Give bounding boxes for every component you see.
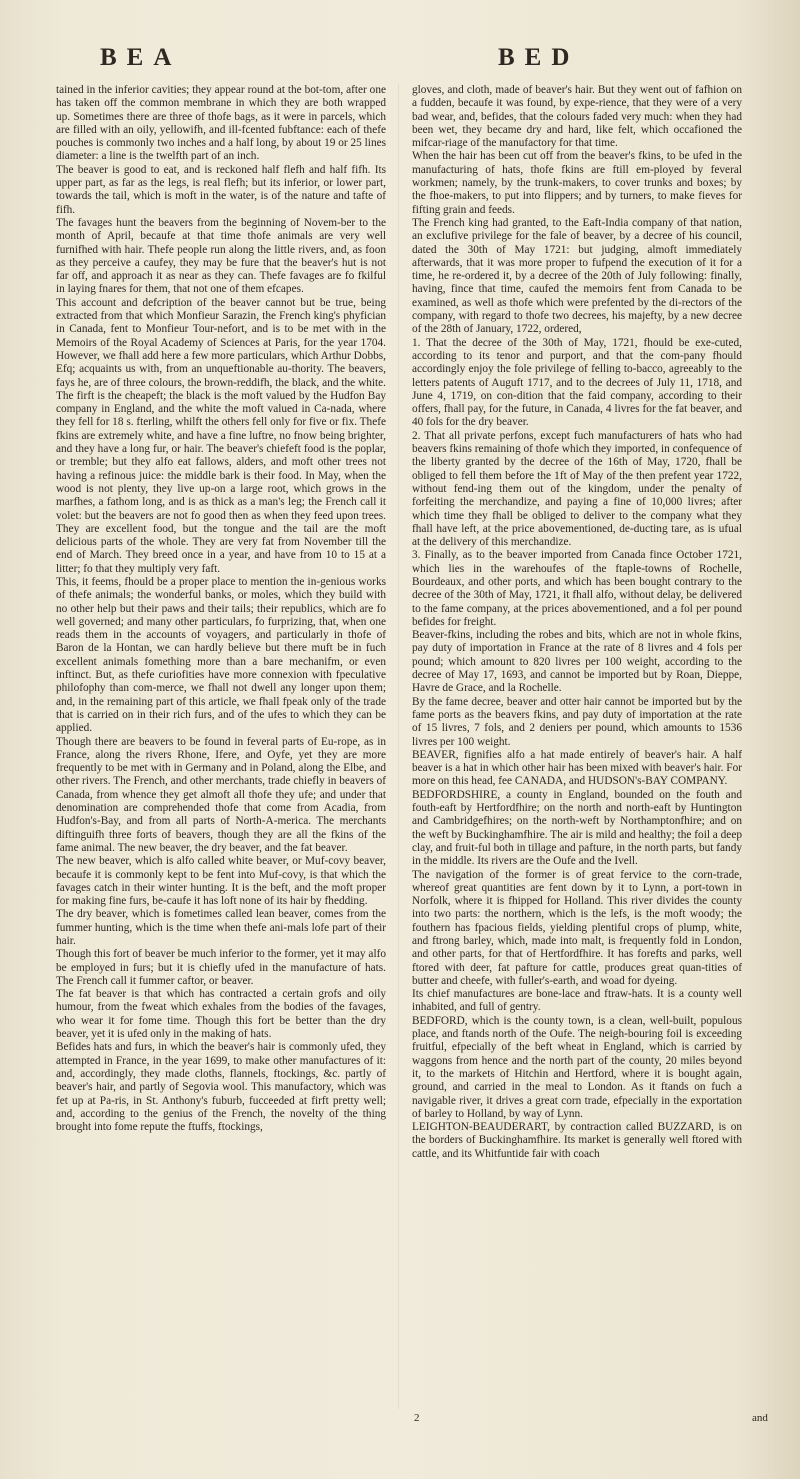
left-column bbox=[56, 84, 386, 1134]
paragraph: gloves, and cloth, made of beaver's hair. But they went out of fafhion on a fudden, becaufe it was found, by expe-rience, that they were of a very bad wear, and, befides, that the colours faded very much: when they had been wet, they became dry and hard, like felt, which occafioned the mifcar-riage of the manufactory for that time. bbox=[412, 84, 742, 150]
paragraph: 1. That the decree of the 30th of May, 1721, fhould be exe-cuted, according to its tenor and purport, and that the com-pany fhould accordingly enjoy the fole privilege of felling to-bacco, agreeably to the letters patents of Auguft 1717, and to the decrees of July 11, 1718, and June 4, 1719, on con-dition that the faid company, according to their offers, fhall pay, for the future, in Canada, 4 livres for the fat beaver, and 40 fols for the dry beaver. bbox=[412, 336, 742, 429]
paragraph: By the fame decree, beaver and otter hair cannot be imported but by the fame ports as the beavers fkins, and pay duty of importation at the rate of 15 livres, 7 fols, and 2 deniers per pound, which amounts to 1536 livres per 100 weight. bbox=[412, 695, 742, 748]
paragraph: Though there are beavers to be found in feveral parts of Eu-rope, as in France, along the rivers Rhone, Ifere, and Oyfe, yet they are more frequently to be met with in Germany and in Poland, along the Elbe, and other rivers. The French, and other merchants, trade chiefly in beavers of Canada, from whence they get almoft all thofe they ufe; and under that denomination are comprehended thofe that come from Acadia, from Hudfon's-Bay, and from all parts of North-A-merica. The merchants diftinguifh three forts of beavers, though they are all the fkins of the fame animal. The new beaver, the dry beaver, and the fat beaver. bbox=[56, 735, 386, 854]
paragraph: 3. Finally, as to the beaver imported from Canada fince October 1721, which lies in the warehoufes of the ftaple-towns of Rochelle, Bourdeaux, and other ports, and which has been bought contrary to the decree of the 30th of May, 1721, it fhall alfo, without delay, be delivered to the fame company, at the prices abovementioned, and a fol per pound befides for freight. bbox=[412, 549, 742, 628]
catchword: and bbox=[752, 1412, 768, 1424]
paragraph: When the hair has been cut off from the beaver's fkins, to be ufed in the manufacturing of hats, thofe fkins are ftill em-ployed by feveral workmen; namely, by the trunk-makers, to cover trunks and boxes; by the fhoe-makers, to put into flippers; and by turners, to make fieves for fifting grain and feeds. bbox=[412, 150, 742, 216]
paragraph: LEIGHTON-BEAUDERART, by contraction called BUZZARD, is on the borders of Buckinghamfhire. Its market is generally well ftored with cattle, and its Whitfuntide fair with coach bbox=[412, 1121, 742, 1160]
paragraph: Beaver-fkins, including the robes and bits, which are not in whole fkins, pay duty of importation in France at the rate of 8 livres and 4 fols per pound; which amount to 820 livres per 100 weight, according to the decree of May 17, 1693, and cannot be imported but by Roan, Dieppe, Havre de Grace, and la Rochelle. bbox=[412, 629, 742, 695]
paragraph: BEDFORD, which is the county town, is a clean, well-built, populous place, and ftands north of the Oufe. The neigh-bouring foil is exceeding fruitful, efpecially of the beft wheat in England, which is carried by waggons from hence and the north part of the county, 20 miles beyond it, to the markets of Hitchin and Hertford, where it is bought again, ground, and carried in the meal to London. As it ftands on fuch a navigable river, it drives a great corn trade, efpecially in the exportation of barley to Holland, by way of Lynn. bbox=[412, 1014, 742, 1120]
paragraph: The dry beaver, which is fometimes called lean beaver, comes from the fummer hunting, which is the time when thefe ani-mals lofe part of their hair. bbox=[56, 908, 386, 947]
running-head bbox=[0, 44, 800, 74]
right-column bbox=[412, 84, 742, 1161]
paragraph: BEDFORDSHIRE, a county in England, bounded on the fouth and fouth-eaft by Hertfordfhire; on the north and north-eaft by Huntington and Cambridgefhires; on the north-weft by Northamptonfhire; and on the weft by Buckinghamfhire. The air is mild and healthy; the foil a deep clay, and fruit-ful both in tillage and pafture, in the north parts, but fandy in the middle. Its rivers are the Oufe and the Ivell. bbox=[412, 788, 742, 868]
paragraph: 2. That all private perfons, except fuch manufacturers of hats who had beavers fkins remaining of thofe which they imported, in confequence of the liberty granted by the decree of the 16th of May, 1720, fhall be obliged to fell them before the 1ft of May of the then prefent year 1722, without fend-ing them out of the kingdom, under the penalty of forfeiting the merchandize, and paying a fine of 10,000 livres; after which time they fhall be obliged to deliver to the company what they fhall have left, at the price abovementioned, de-ducting tare, as is ufual at the delivery of this merchandize. bbox=[412, 429, 742, 549]
running-head-left: BEA bbox=[100, 44, 182, 71]
paragraph: The fat beaver is that which has contracted a certain grofs and oily humour, from the fweat which exhales from the bodies of the favages, who wear it for fome time. Though this fort be better than the dry beaver, yet it is ufed only in the making of hats. bbox=[56, 988, 386, 1041]
column-gutter bbox=[398, 84, 399, 1409]
paragraph: Its chief manufactures are bone-lace and ftraw-hats. It is a county well inhabited, and full of gentry. bbox=[412, 988, 742, 1014]
paragraph: The French king had granted, to the Eaft-India company of that nation, an exclufive privilege for the fale of beaver, by a decree of his council, dated the 30th of May 1721: but judging, almoft immediately afterwards, that it was more proper to fufpend the execution of it for a time, he re-ordered it, by a decree of the 20th of July following: finally, having, fince that time, caufed the memoirs fent from Canada to be examined, as well as thofe which were prefented by the di-rectors of the company, with regard to thofe two decrees, his majefty, by a new decree of the 28th of January, 1722, ordered, bbox=[412, 216, 742, 336]
signature-mark: 2 bbox=[414, 1412, 420, 1424]
running-head-right: BED bbox=[498, 44, 580, 71]
paragraph: This, it feems, fhould be a proper place to mention the in-genious works of thefe animals; the wonderful banks, or moles, which they build with no other help but their paws and their tails; their republics, which are fo well governed; and many other particulars, fo furprizing, that, when one reads them in the accounts of voyagers, and particularly in thofe of Baron de la Hontan, we can hardly believe but there muft be in fuch excellent animals fomething more than a bare mechanifm, or even inftinct. But, as thefe curiofities have more connexion with fpeculative philofophy than com-merce, we fhall not dwell any longer upon them; and, in the remaining part of this article, we fhall fpeak only of the trade that is carried on in their rich furs, and of the ufes to which they can be applied. bbox=[56, 575, 386, 735]
paragraph: The navigation of the former is of great fervice to the corn-trade, whereof great quantities are fent down by it to Lynn, a port-town in Norfolk, where it is fhipped for Holland. This river divides the county into two parts: the northern, which is the lefs, is the moft woody; the fouthern has fpacious fields, yielding plentiful crops of plump, white, and ftrong barley, which, made into malt, is frequently fold in London, and other parts, for that of Hertfordfhire. It has forefts and parks, well ftored with deer, fat pafture for cattle, produces great quan-tities of butter and cheefe, with fuller's-earth, and woad for dyeing. bbox=[412, 868, 742, 987]
paragraph: The favages hunt the beavers from the beginning of Novem-ber to the month of April, becaufe at that time thofe animals are very well furnifhed with hair. Thefe people run along the little rivers, and, as foon as they perceive a caufey, they may be fure that the beaver's hut is not far off, and approach it as near as they can. Thefe favages are fo fkilful in laying fnares for them, that not one of them efcapes. bbox=[56, 216, 386, 296]
paragraph: Though this fort of beaver be much inferior to the former, yet it may alfo be employed in furs; but it is chiefly ufed in the manufacture of hats. The French call it fummer caftor, or beaver. bbox=[56, 948, 386, 987]
paragraph: This account and defcription of the beaver cannot but be true, being extracted from that which Monfieur Sarazin, the French king's phyfician in Canada, fent to Monfieur Tour-nefort, and is to be met with in the Memoirs of the Royal Academy of Sciences at Paris, for the year 1704. However, we fhall add here a few more particulars, which Arthur Dobbs, Efq; acquaints us with, from an unqueftionable au-thority. The beavers, fays he, are of three colours, the brown-reddifh, the black, and the white. The firft is the cheapeft; the black is the moft valued by the Hudfon Bay company in England, and the white the moft valued in Ca-nada, where they fell for 18 s. fterling, whilft the others fell only for five or fix. Thefe fkins are extremely white, and have a fine luftre, no fnow being brighter, and they have a long fur, or hair. The beaver's chiefeft food is the poplar, or tremble; but they alfo eat fallows, alders, and moft other trees not having a refinous juice: the middle bark is their food. In May, when the wood is not plenty, they live up-on a large root, which grows in the marfhes, a fathom long, and is as thick as a man's leg; the French call it volet: but the beavers are not fo good then as when they feed upon trees. They are excellent food, but the tongue and the tail are the moft delicious parts of the whole. They are very fat from November till the end of March. They breed once in a year, and have from 10 to 15 at a litter; fo that they multiply very faft. bbox=[56, 296, 386, 575]
paragraph: BEAVER, fignifies alfo a hat made entirely of beaver's hair. A half beaver is a hat in which other hair has been mixed with beaver's hair. For more on this head, fee CANADA, and HUDSON's-BAY COMPANY. bbox=[412, 748, 742, 788]
paragraph: The beaver is good to eat, and is reckoned half flefh and half fifh. Its upper part, as far as the legs, is real flefh; but its inferior, or lower part, towards the tail, which is moft in the water, is of the nature and tafte of fifh. bbox=[56, 163, 386, 216]
paragraph: The new beaver, which is alfo called white beaver, or Muf-covy beaver, becaufe it is commonly kept to be fent into Muf-covy, is that which the favages catch in their winter hunting. It is the beft, and the moft proper for making fine furs, be-caufe it has loft none of its hair by fhedding. bbox=[56, 855, 386, 908]
paragraph: tained in the inferior cavities; they appear round at the bot-tom, after one has taken off the common membrane in which they are both wrapped up. Sometimes there are three of thofe bags, as it were in parcels, which are filled with an oily, yellowifh, and ill-fcented fubftance: each of thefe pouches is commonly two inches and a half long, by about 19 or 25 lines diameter: a line is the twelfth part of an inch. bbox=[56, 84, 386, 163]
paragraph: Befides hats and furs, in which the beaver's hair is commonly ufed, they attempted in France, in the year 1699, to make other manufactures of it: and, accordingly, they made cloths, flannels, ftockings, &c. partly of beaver's hair, and partly of Segovia wool. This manufactory, which was fet up at Pa-ris, in St. Anthony's fuburb, fucceeded at firft pretty well; and, according to the genius of the French, the novelty of the thing brought into fome repute the ftuffs, ftockings, bbox=[56, 1041, 386, 1134]
